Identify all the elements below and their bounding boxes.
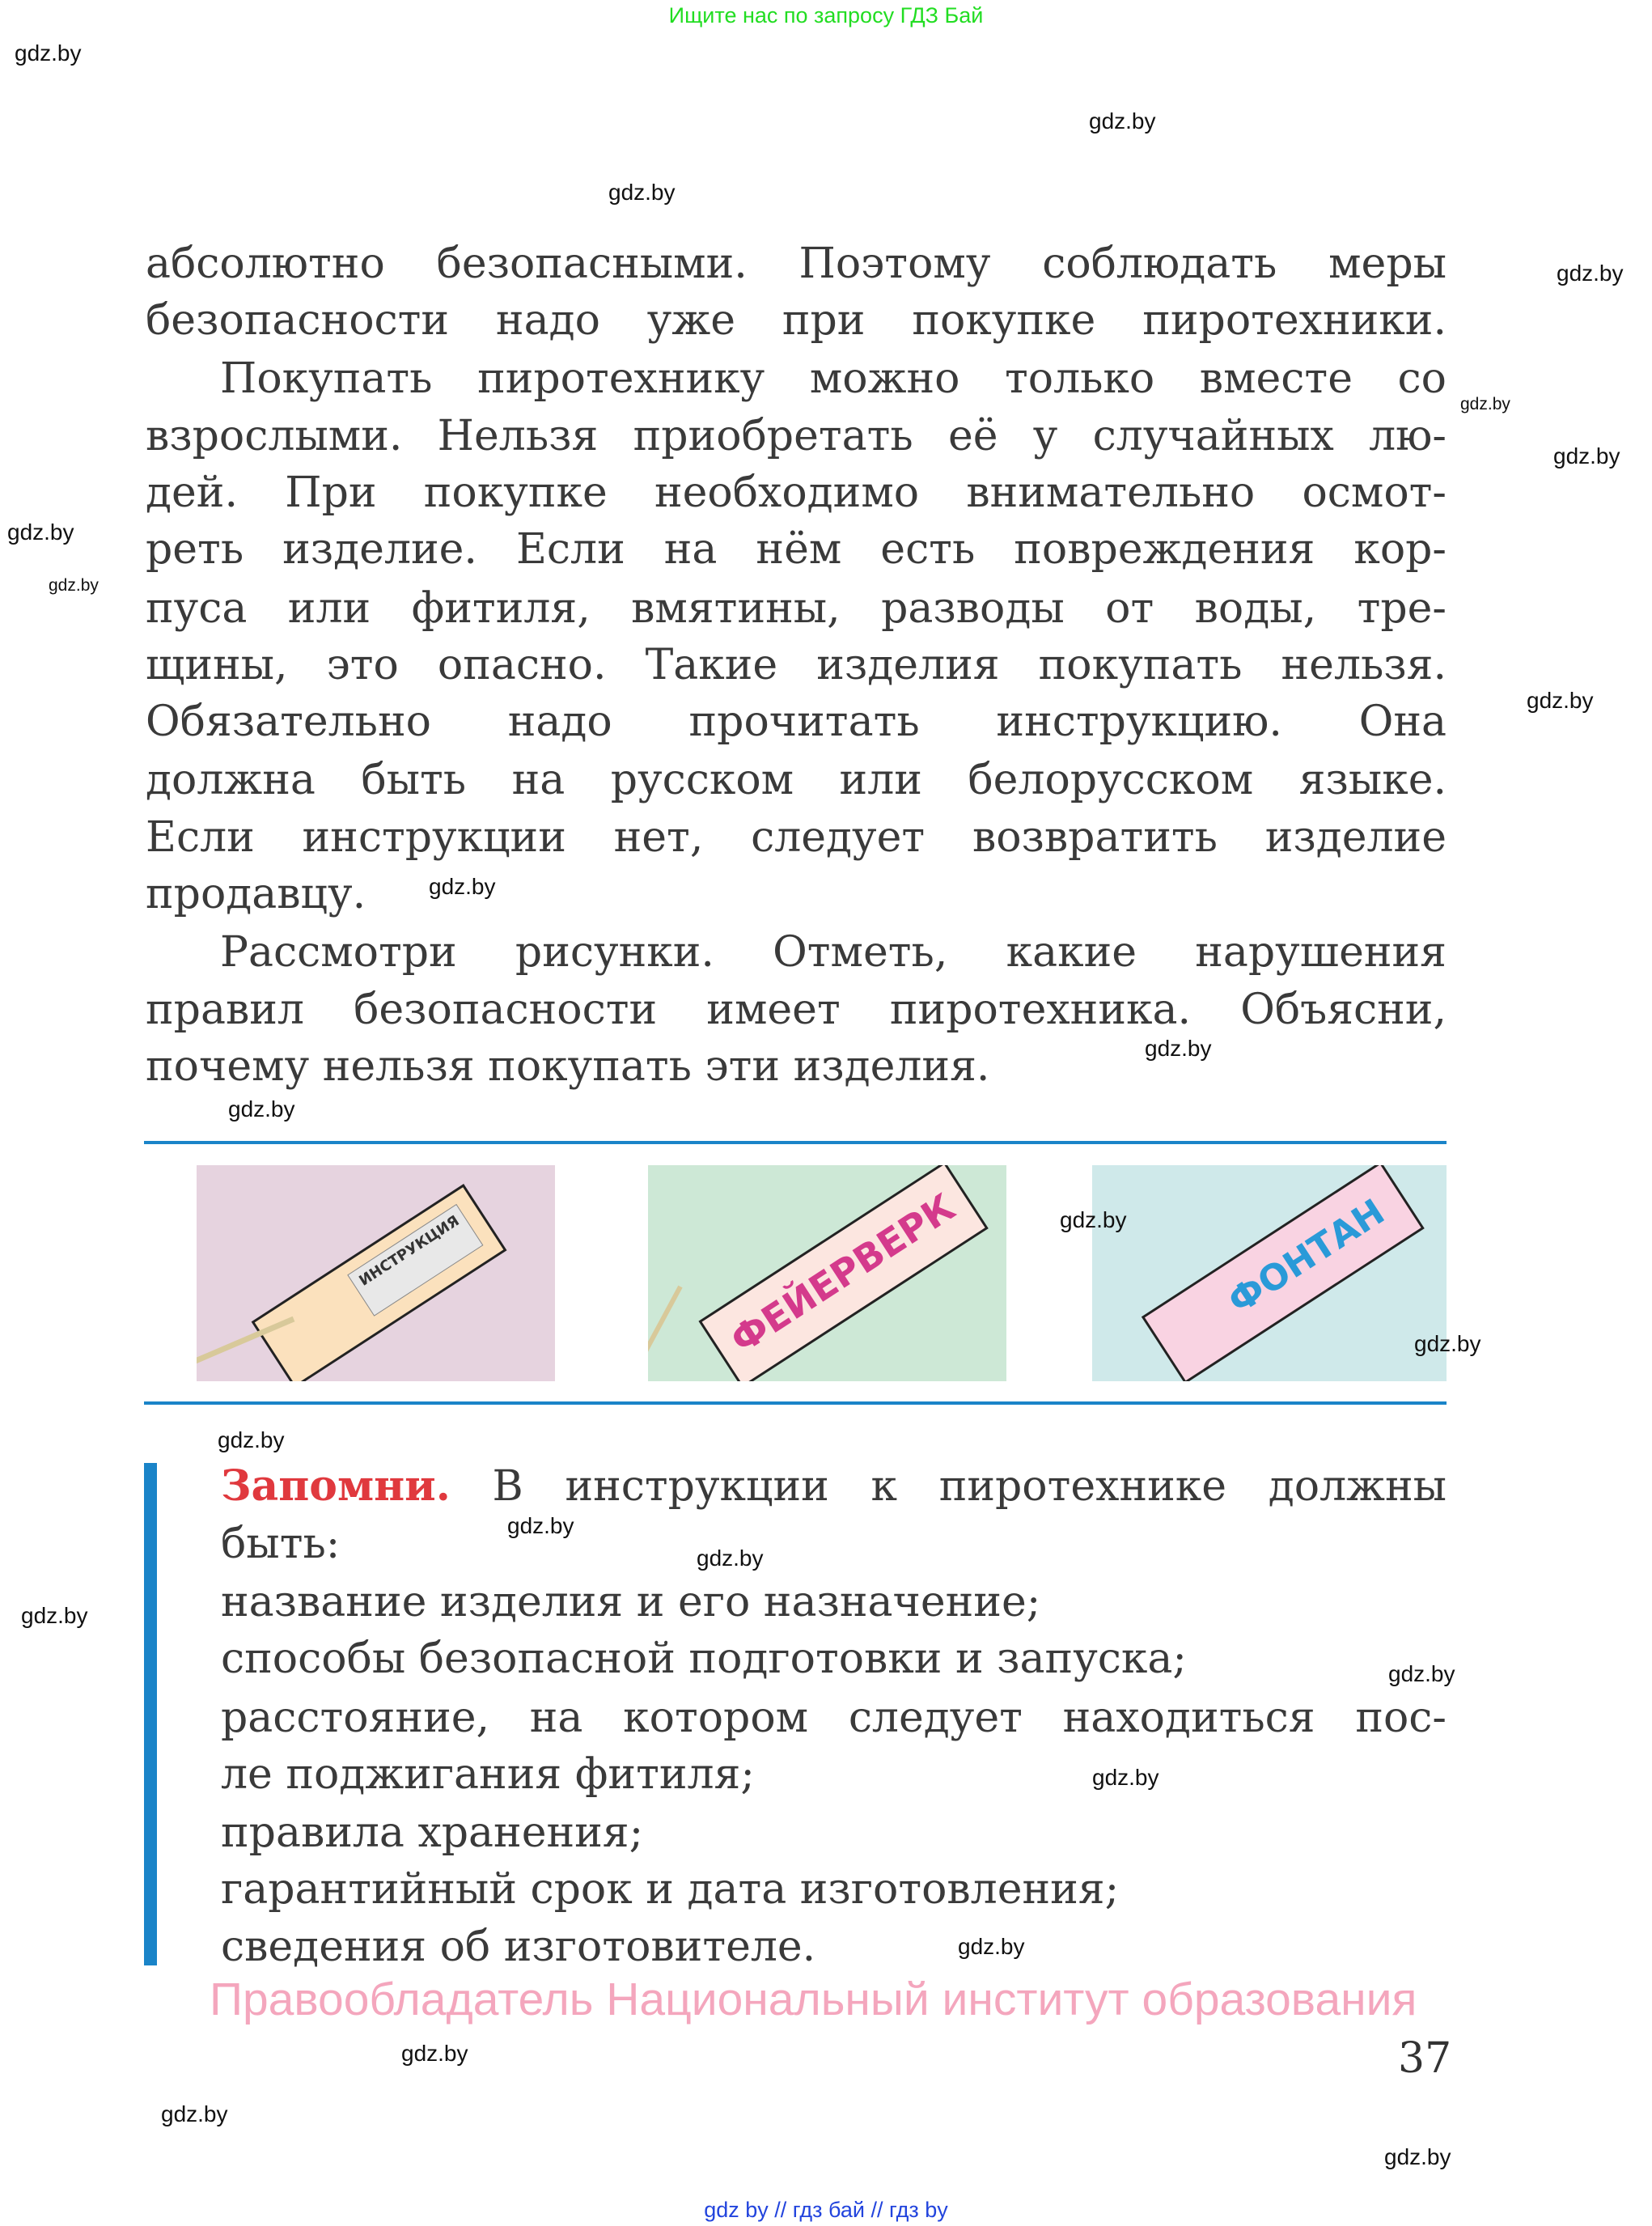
remember-bar: [144, 1463, 157, 1965]
divider-bottom: [144, 1401, 1447, 1405]
body-line: безопасности надо уже при покупке пиротехники.: [146, 296, 1447, 345]
body-line: щины, это опасно. Такие изделия покупать нельзя.: [146, 641, 1447, 689]
watermark: gdz.by: [429, 874, 496, 899]
body-line: Обязательно надо прочитать инструкцию. Она: [146, 697, 1447, 746]
remember-item: способы безопасной подготовки и запуска;: [221, 1635, 1187, 1683]
fountain-label: ФОНТАН: [1221, 1191, 1392, 1323]
picture-firework: [648, 1165, 1006, 1381]
body-line: пуса или фитиля, вмятины, разводы от воды, тре-: [146, 584, 1447, 633]
remember-title: Запомни.: [221, 1461, 451, 1511]
remember-item: правила хранения;: [221, 1808, 644, 1857]
task-line: правил безопасности имеет пиротехника. Объясни,: [146, 986, 1447, 1034]
watermark: gdz.by: [1388, 1661, 1455, 1686]
remember-item: ле поджигания фитиля;: [221, 1750, 755, 1799]
body-line: продавцу.: [146, 870, 366, 918]
body-line: взрослыми. Нельзя приобретать её у случайных лю-: [146, 412, 1447, 460]
watermark: gdz.by: [15, 40, 82, 66]
watermark: gdz.by: [1060, 1207, 1127, 1232]
body-line: Если инструкции нет, следует возвратить изделие: [146, 813, 1447, 862]
watermark: gdz.by: [401, 2041, 468, 2066]
picture-rocket: [197, 1165, 555, 1381]
watermark: gdz.by: [1089, 108, 1156, 134]
remember-item: гарантийный срок и дата изготовления;: [221, 1865, 1120, 1914]
watermark: gdz.by: [1414, 1331, 1481, 1356]
watermark: gdz.by: [1384, 2144, 1451, 2169]
body-line: дей. При покупке необходимо внимательно осмот-: [146, 469, 1447, 517]
body-line: должна быть на русском или белорусском языке.: [146, 756, 1447, 804]
task-line: почему нельзя покупать эти изделия.: [146, 1042, 990, 1091]
remember-text: В инструкции к пиротехнике должны: [450, 1462, 1447, 1511]
watermark: gdz.by: [228, 1096, 295, 1121]
body-line: Покупать пиротехнику можно только вместе со: [220, 354, 1447, 403]
watermark: gdz.by: [1460, 395, 1510, 413]
remember-item: расстояние, на котором следует находиться пос-: [221, 1694, 1447, 1742]
watermark: gdz.by: [1527, 688, 1594, 713]
watermark: gdz.by: [49, 576, 99, 595]
watermark: gdz.by: [1092, 1765, 1159, 1790]
picture-fountain: [1092, 1165, 1447, 1381]
watermark: gdz.by: [608, 180, 676, 205]
watermark: gdz.by: [161, 2101, 228, 2126]
watermark: gdz.by: [21, 1603, 88, 1628]
watermark: gdz.by: [697, 1545, 764, 1571]
search-banner[interactable]: Ищите нас по запросу ГДЗ Бай: [668, 3, 984, 28]
watermark: gdz.by: [507, 1513, 574, 1538]
watermark: gdz.by: [218, 1427, 285, 1452]
remember-line: быть:: [221, 1520, 341, 1568]
divider-top: [144, 1141, 1447, 1144]
body-line: реть изделие. Если на нём есть повреждения кор-: [146, 525, 1447, 574]
footer-links[interactable]: gdz by // гдз бай // гдз by: [704, 2198, 948, 2222]
watermark: gdz.by: [1553, 443, 1620, 469]
page-number: 37: [1398, 2034, 1452, 2083]
remember-line: [221, 1462, 1447, 1511]
body-line: абсолютно безопасными. Поэтому соблюдать меры: [146, 240, 1447, 288]
remember-item: название изделия и его назначение;: [221, 1578, 1041, 1626]
watermark: gdz.by: [958, 1934, 1025, 1959]
task-line: Рассмотри рисунки. Отметь, какие нарушения: [220, 928, 1447, 977]
remember-item: сведения об изготовителе.: [221, 1923, 816, 1971]
rocket-label: ИНСТРУКЦИЯ: [356, 1212, 463, 1290]
firework-label: ФЕЙЕРВЕРК: [722, 1185, 963, 1363]
watermark: gdz.by: [1557, 261, 1624, 286]
copyright-notice: Правообладатель Национальный институт образования: [210, 1974, 1417, 2025]
watermark: gdz.by: [7, 519, 74, 545]
watermark: gdz.by: [1145, 1036, 1212, 1061]
